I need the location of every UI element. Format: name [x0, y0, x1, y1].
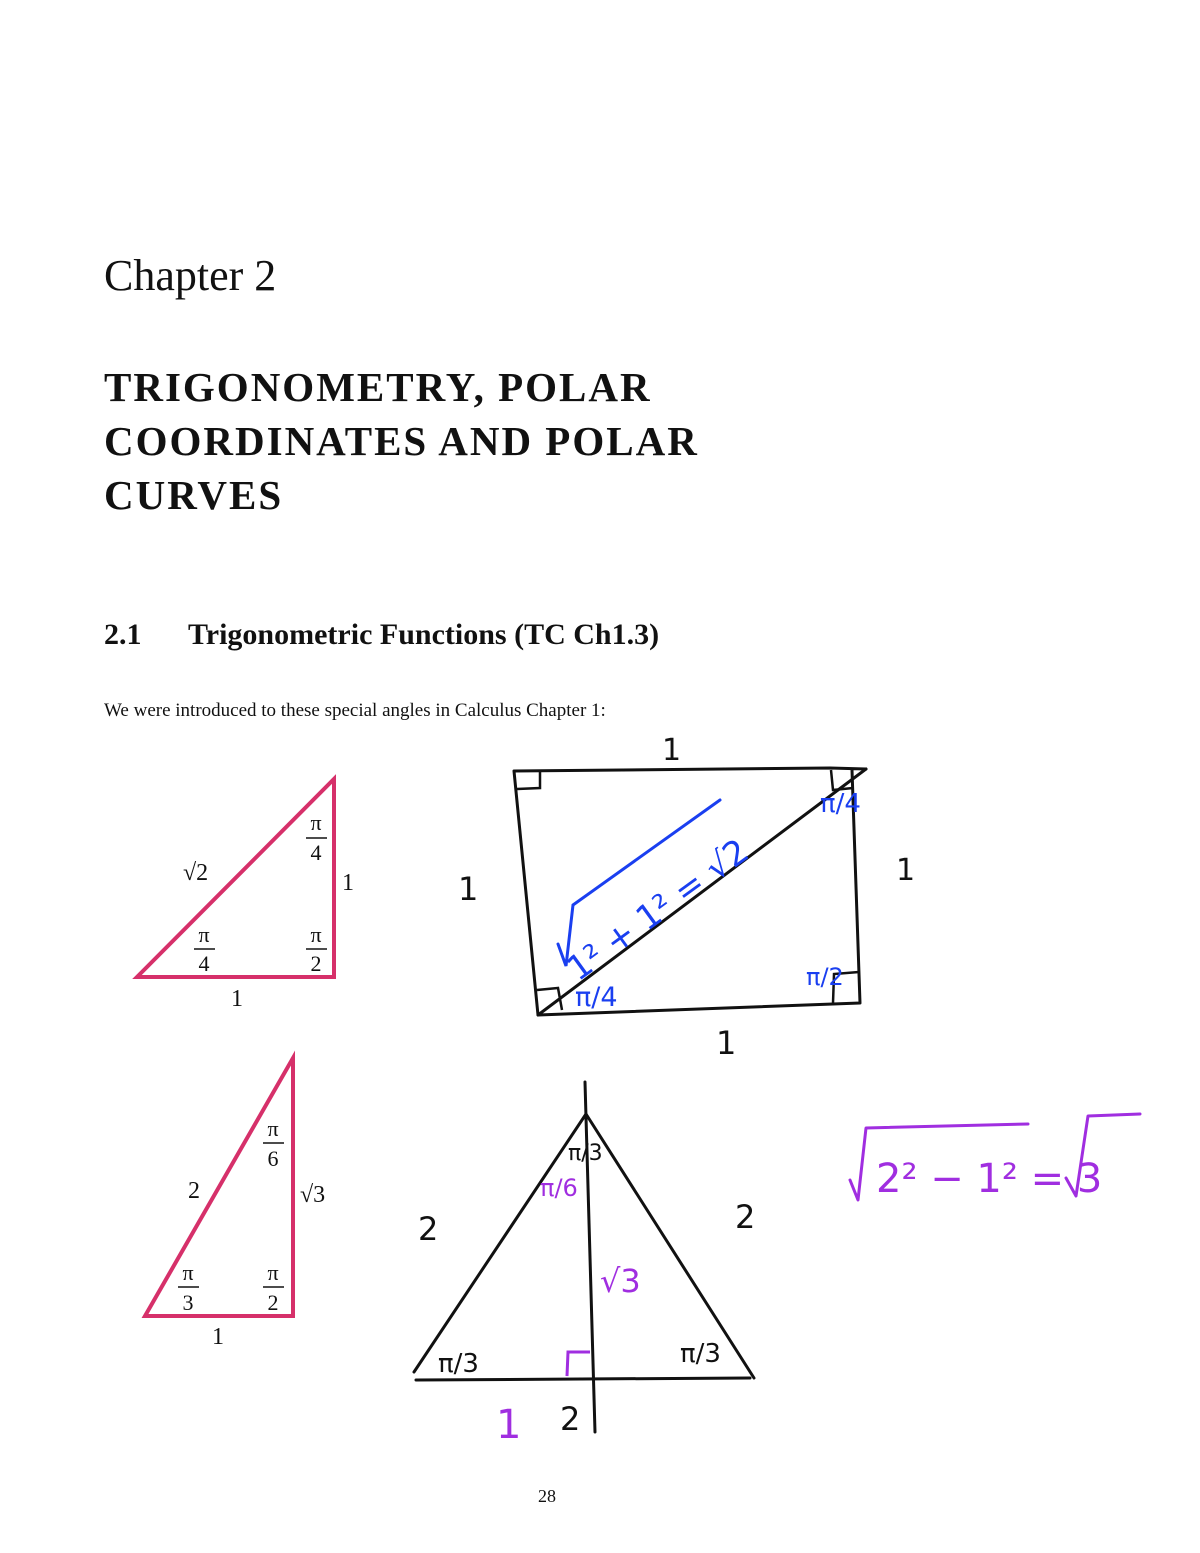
equilateral-sketch-top-angle: π/3 [568, 1141, 603, 1166]
section-title: Trigonometric Functions (TC Ch1.3) [188, 618, 660, 651]
equilateral-sketch-top-half-angle: π/6 [540, 1174, 578, 1202]
triangle-45-shape [137, 779, 334, 977]
chapter-title-line-3: CURVES [104, 472, 284, 518]
triangle-45-base: 1 [231, 986, 243, 1012]
square-sketch-side-top: 1 [662, 733, 682, 768]
triangle-45-figure [137, 779, 354, 1012]
equilateral-sketch-bottom-left-angle: π/3 [438, 1349, 479, 1379]
triangle-45-top-angle-num: π [310, 810, 322, 835]
page-number: 28 [538, 1486, 556, 1506]
triangle-45-hypotenuse: √2 [183, 860, 209, 886]
square-sketch-bottom-left-angle: π/4 [575, 982, 618, 1013]
equilateral-sketch-height-label: √3 [600, 1262, 641, 1300]
equilateral-sketch-left-side: 2 [418, 1210, 439, 1248]
triangle-30-60-left-angle-den: 3 [182, 1290, 194, 1315]
triangle-45-left-angle-den: 4 [198, 951, 210, 976]
chapter-label: Chapter 2 [104, 251, 277, 300]
triangle-30-60-top-angle-num: π [267, 1116, 279, 1141]
chapter-title-line-2: COORDINATES AND POLAR [104, 418, 699, 464]
equilateral-sketch-height-expr: 2² − 1² = 3 [876, 1156, 1103, 1202]
section-number: 2.1 [104, 618, 142, 651]
triangle-30-60-base: 1 [212, 1324, 224, 1350]
equilateral-sketch-half-base: 1 [496, 1402, 522, 1448]
square-sketch-corner-top-left [517, 772, 540, 789]
triangle-30-60-hypotenuse: 2 [188, 1178, 200, 1204]
intro-paragraph: We were introduced to these special angles in Calculus Chapter 1: [104, 700, 606, 721]
equilateral-sketch-right-side: 2 [735, 1198, 756, 1236]
equilateral-sketch-base: 2 [560, 1400, 581, 1438]
triangle-30-60-figure [145, 1058, 325, 1350]
triangle-45-right-side: 1 [342, 870, 354, 896]
chapter-title-line-1: TRIGONOMETRY, POLAR [104, 364, 652, 410]
equilateral-sketch [414, 1082, 1140, 1448]
triangle-30-60-top-angle-den: 6 [267, 1146, 279, 1171]
triangle-30-60-left-angle-num: π [182, 1260, 194, 1285]
square-sketch-side-right: 1 [896, 853, 916, 888]
triangle-30-60-right-side: √3 [300, 1182, 326, 1208]
triangle-45-right-angle-num: π [310, 922, 322, 947]
square-sketch-side-left: 1 [458, 870, 479, 908]
square-sketch-side-bottom: 1 [716, 1024, 737, 1062]
equilateral-sketch-right-angle-mark [567, 1352, 590, 1376]
square-sketch-diagonal-expr: 1² + 1² = √2 [559, 831, 757, 990]
square-sketch [458, 733, 915, 1062]
square-sketch-top-right-angle: π/4 [820, 789, 861, 819]
triangle-30-60-right-angle-num: π [267, 1260, 279, 1285]
triangle-45-right-angle-den: 2 [310, 951, 322, 976]
equilateral-sketch-bottom-right-angle: π/3 [680, 1339, 721, 1369]
triangle-45-left-angle-num: π [198, 922, 210, 947]
triangle-45-top-angle-den: 4 [310, 840, 322, 865]
square-sketch-bottom-right-angle: π/2 [806, 963, 844, 991]
triangle-30-60-right-angle-den: 2 [267, 1290, 279, 1315]
